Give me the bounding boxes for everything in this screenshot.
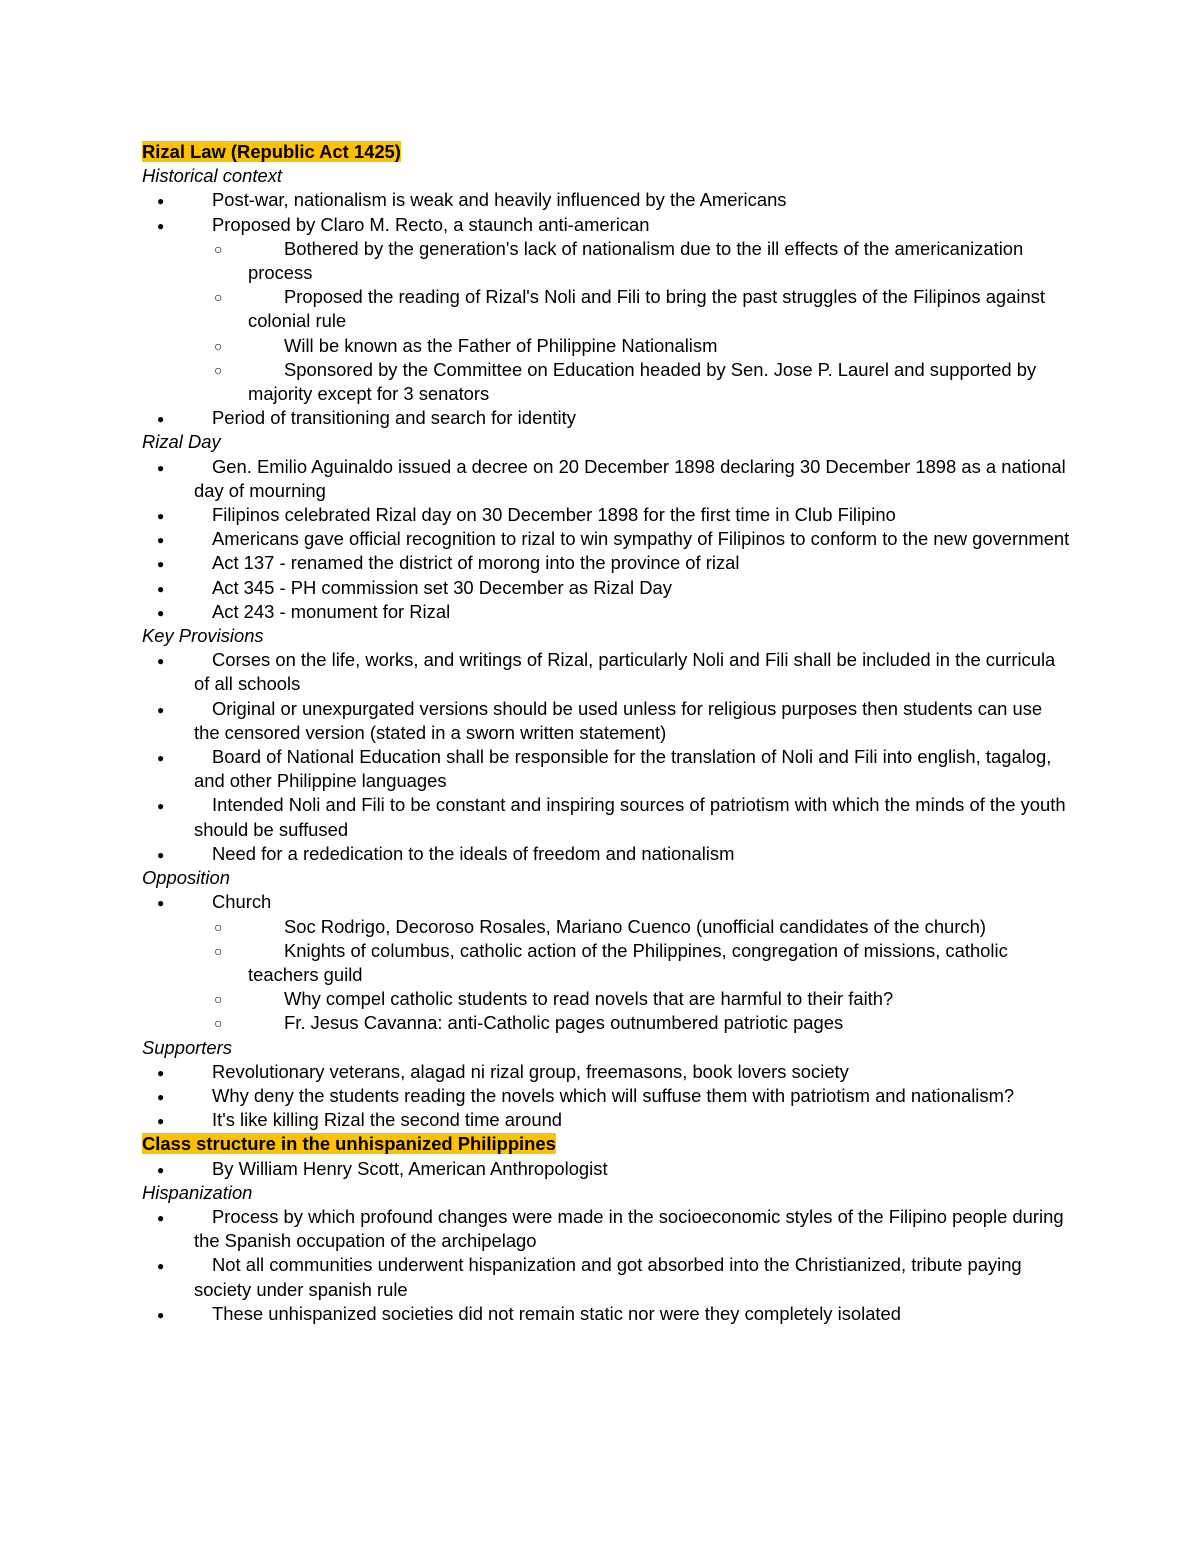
filled-bullet-icon: ● (157, 896, 165, 911)
sub-list-item (142, 939, 1072, 987)
filled-bullet-icon: ● (157, 1259, 165, 1274)
list-item (142, 213, 1072, 407)
sub-list-item-text: Proposed the reading of Rizal's Noli and Fili to bring the past struggles of the Filipinos against colonial rule (248, 286, 1046, 332)
list-item (142, 793, 1072, 841)
list-item (142, 551, 1072, 575)
list-item (142, 600, 1072, 624)
list-item (142, 1302, 1072, 1326)
filled-bullet-icon: ● (157, 702, 165, 717)
sub-list-item (142, 358, 1072, 406)
hollow-bullet-icon: ○ (214, 942, 223, 959)
section-heading: Rizal Law (Republic Act 1425) (142, 141, 401, 162)
bullet-list (142, 1060, 1072, 1133)
sub-list-item-text: Sponsored by the Committee on Education headed by Sen. Jose P. Laurel and supported by majority except for 3 senators (248, 358, 1037, 405)
hollow-bullet-icon: ○ (214, 240, 223, 257)
bullet-list (142, 648, 1072, 866)
list-item-text: Act 243 - monument for Rizal (212, 600, 451, 622)
list-item-text: Need for a rededication to the ideals of freedom and nationalism (212, 842, 735, 864)
list-item (142, 842, 1072, 866)
list-item-text: Period of transitioning and search for identity (212, 407, 576, 429)
sub-list-item (142, 334, 1072, 358)
filled-bullet-icon: ● (157, 460, 165, 475)
filled-bullet-icon: ● (157, 1210, 165, 1225)
list-item-text: Gen. Emilio Aguinaldo issued a decree on 20 December 1898 declaring 30 December 1898 as a national day of mourning (194, 455, 1066, 501)
filled-bullet-icon: ● (157, 194, 165, 209)
sub-list-item (142, 915, 1072, 939)
filled-bullet-icon: ● (157, 218, 165, 233)
list-item (142, 1084, 1072, 1108)
document-body (142, 140, 1072, 1326)
list-item (142, 1108, 1072, 1132)
bullet-list (142, 1205, 1072, 1326)
list-item (142, 745, 1072, 793)
sub-list-item-text: Fr. Jesus Cavanna: anti-Catholic pages outnumbered patriotic pages (284, 1012, 844, 1034)
bullet-list (142, 890, 1072, 1035)
sub-bullet-list (194, 237, 1072, 406)
filled-bullet-icon: ● (157, 847, 165, 862)
list-item-text: Revolutionary veterans, alagad ni rizal group, freemasons, book lovers society (212, 1060, 849, 1082)
list-item-text: Why deny the students reading the novels which will suffuse them with patriotism and nationalism? (212, 1084, 1015, 1106)
bullet-list (142, 1157, 1072, 1181)
list-item (142, 527, 1072, 551)
list-item-text: Board of National Education shall be responsible for the translation of Noli and Fili into english, tagalog, and other Philippine languages (194, 746, 1052, 792)
filled-bullet-icon: ● (157, 751, 165, 766)
bullet-list (142, 188, 1072, 430)
list-item (142, 890, 1072, 1035)
filled-bullet-icon: ● (157, 1089, 165, 1104)
list-item (142, 455, 1072, 503)
list-item (142, 188, 1072, 212)
list-item-text: Act 345 - PH commission set 30 December as Rizal Day (212, 576, 672, 598)
hollow-bullet-icon: ○ (214, 361, 223, 378)
list-item (142, 406, 1072, 430)
filled-bullet-icon: ● (157, 654, 165, 669)
sub-list-item (142, 1011, 1072, 1035)
hollow-bullet-icon: ○ (214, 1015, 223, 1032)
section-heading: Class structure in the unhispanized Philippines (142, 1133, 556, 1155)
subsection-heading: Supporters (142, 1036, 232, 1058)
list-item-text: Proposed by Claro M. Recto, a staunch anti-american (212, 213, 650, 235)
sub-list-item-text: Will be known as the Father of Philippine Nationalism (284, 334, 718, 356)
filled-bullet-icon: ● (157, 1307, 165, 1322)
list-item-text: Act 137 - renamed the district of morong into the province of rizal (212, 552, 740, 574)
list-item (142, 648, 1072, 696)
list-item-text: Original or unexpurgated versions should be used unless for religious purposes then students can use the censored version (stated in a sworn written statement) (194, 697, 1043, 743)
list-item (142, 1253, 1072, 1301)
filled-bullet-icon: ● (157, 533, 165, 548)
filled-bullet-icon: ● (157, 1065, 165, 1080)
subsection-heading: Opposition (142, 867, 230, 889)
filled-bullet-icon: ● (157, 557, 165, 572)
sub-bullet-list (194, 915, 1072, 1036)
list-item-text: Corses on the life, works, and writings of Rizal, particularly Noli and Fili shall be included in the curricula of all schools (194, 649, 1056, 695)
sub-list-item (142, 285, 1072, 333)
filled-bullet-icon: ● (157, 1162, 165, 1177)
sub-list-item-text: Soc Rodrigo, Decoroso Rosales, Mariano Cuenco (unofficial candidates of the church) (284, 915, 986, 937)
hollow-bullet-icon: ○ (214, 991, 223, 1008)
list-item (142, 576, 1072, 600)
list-item-text: Americans gave official recognition to rizal to win sympathy of Filipinos to conform to the new government (212, 528, 1070, 550)
bullet-list (142, 455, 1072, 624)
list-item-text: It's like killing Rizal the second time around (212, 1109, 563, 1131)
section-heading-line (142, 1132, 1072, 1156)
hollow-bullet-icon: ○ (214, 289, 223, 306)
subsection-heading: Hispanization (142, 1181, 253, 1203)
list-item-text: Intended Noli and Fili to be constant and inspiring sources of patriotism with which the minds of the youth should be suffused (194, 794, 1066, 840)
list-item-text: These unhispanized societies did not remain static nor were they completely isolated (212, 1302, 901, 1324)
list-item-text: Church (212, 891, 272, 913)
sub-list-item-text: Knights of columbus, catholic action of the Philippines, congregation of missions, catholic teachers guild (248, 939, 1008, 985)
filled-bullet-icon: ● (157, 1114, 165, 1129)
list-item-text: Process by which profound changes were made in the socioeconomic styles of the Filipino people during the Spanish occupation of the archipelago (194, 1205, 1064, 1252)
hollow-bullet-icon: ○ (214, 918, 223, 935)
list-item-text: Post-war, nationalism is weak and heavily influenced by the Americans (212, 189, 787, 211)
filled-bullet-icon: ● (157, 799, 165, 814)
list-item (142, 1060, 1072, 1084)
list-item-text: By William Henry Scott, American Anthropologist (212, 1157, 608, 1179)
section-heading-line (142, 140, 1072, 164)
subsection-heading: Key Provisions (142, 625, 264, 647)
list-item (142, 503, 1072, 527)
sub-list-item (142, 237, 1072, 285)
hollow-bullet-icon: ○ (214, 337, 223, 354)
list-item (142, 697, 1072, 745)
subsection-heading: Rizal Day (142, 431, 221, 453)
sub-list-item-text: Bothered by the generation's lack of nationalism due to the ill effects of the americanization process (248, 237, 1024, 284)
sub-list-item-text: Why compel catholic students to read novels that are harmful to their faith? (284, 988, 894, 1010)
list-item (142, 1205, 1072, 1253)
subsection-heading: Historical context (142, 165, 283, 187)
filled-bullet-icon: ● (157, 581, 165, 596)
list-item-text: Filipinos celebrated Rizal day on 30 December 1898 for the first time in Club Filipino (212, 504, 896, 526)
filled-bullet-icon: ● (157, 509, 165, 524)
filled-bullet-icon: ● (157, 605, 165, 620)
sub-list-item (142, 987, 1072, 1011)
list-item-text: Not all communities underwent hispanization and got absorbed into the Christianized, tribute paying society under spanish rule (194, 1254, 1022, 1300)
list-item (142, 1157, 1072, 1181)
filled-bullet-icon: ● (157, 412, 165, 427)
